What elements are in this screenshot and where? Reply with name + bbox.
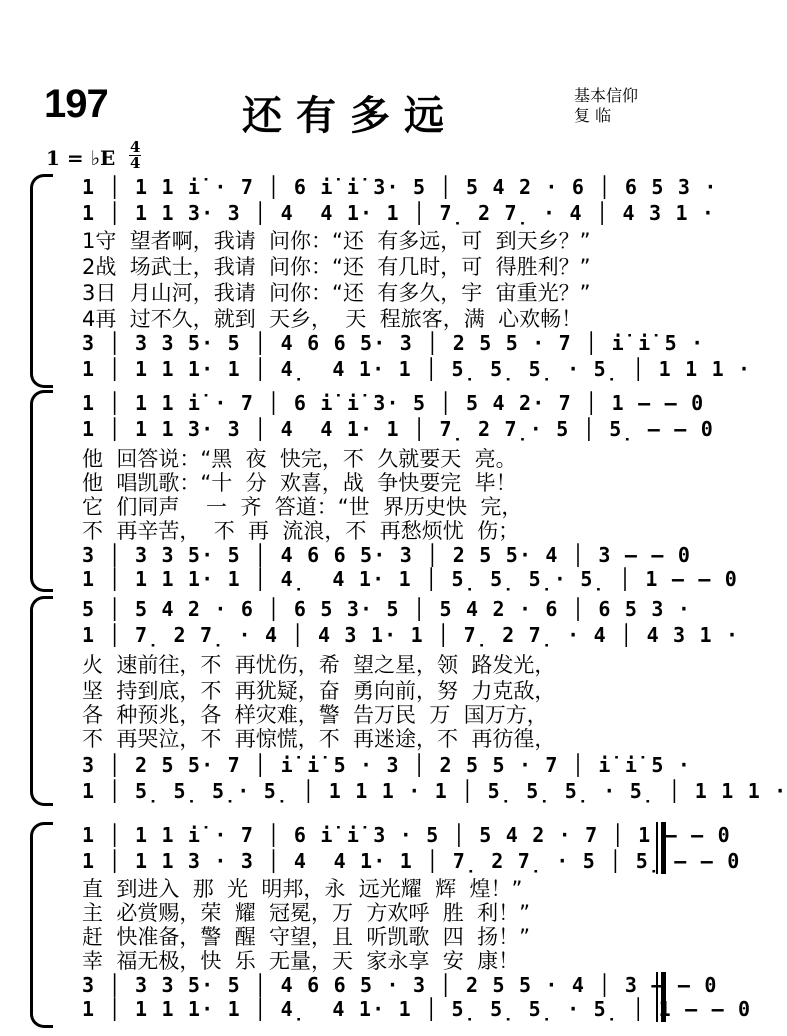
alto-line: 1 │ 1 1 3 · 3 │ 4 4 1· 1 │ 7̣ 2 7̣ · 5 │ 5̣ – – 0 xyxy=(82,849,741,873)
bass-line: 1 │ 1 1 1· 1 │ 4̣ 4 1· 1 │ 5̣ 5̣ 5̣ · 5̣ │ 1 1 1 · xyxy=(82,357,752,381)
verse-1: 火 速前往，不 再忧伤，希 望之星，领 路发光， xyxy=(82,653,556,677)
final-barline xyxy=(656,972,666,1022)
verse-2: 2战 场武士，我请 问你：“还 有几时，可 得胜利？” xyxy=(82,255,591,279)
category xyxy=(574,86,638,126)
bass-line: 1 │ 5̣ 5̣ 5̣· 5̣ │ 1 1 1 · 1 │ 5̣ 5̣ 5̣ · 5̣ │ 1 1 1 · xyxy=(82,779,787,803)
time-signature xyxy=(129,140,141,171)
category-sub: 复 临 xyxy=(574,106,612,125)
alto-line: 1 │ 1 1 3· 3 │ 4 4 1· 1 │ 7̣ 2 7̣· 5 │ 5̣ – – 0 xyxy=(82,417,714,441)
tenor-line: 3 │ 3 3 5· 5 │ 4 6 6 5· 3 │ 2 5 5· 4 │ 3 – – 0 xyxy=(82,543,692,567)
system-3 xyxy=(30,596,787,806)
key-signature: 1 = ♭E xyxy=(46,146,116,170)
system-brace xyxy=(30,174,53,388)
bass-line: 1 │ 1 1 1· 1 │ 4̣ 4 1· 1 │ 5̣ 5̣ 5̣ · 5̣ │ 1 – – 0 xyxy=(82,997,752,1021)
time-numerator: 4 xyxy=(130,138,141,156)
hymn-number: 197 xyxy=(44,82,108,126)
system-2 xyxy=(30,390,739,591)
tenor-line: 3 │ 2 5 5· 7 │ i̇ i̇ 5 · 3 │ 2 5 5 · 7 │ i̇ i̇ 5 · xyxy=(82,753,692,777)
soprano-line: 1 │ 1 1 i̇ · 7 │ 6 i̇ i̇ 3· 5 │ 5 4 2 · 6 │ 6 5 3 · xyxy=(82,175,718,199)
system-brace xyxy=(30,596,53,806)
verse-2: 主 必赏赐，荣 耀 冠冕，万 方欢呼 胜 利！” xyxy=(82,901,530,925)
tenor-line: 3 │ 3 3 5· 5 │ 4 6 6 5 · 3 │ 2 5 5 · 4 │ 3 – – 0 xyxy=(82,973,718,997)
final-barline xyxy=(656,822,666,874)
system-brace xyxy=(30,822,53,1028)
verse-4: 不 再辛苦， 不 再 流浪，不 再愁烦忧 伤； xyxy=(82,519,520,543)
verse-3: 它 们同声 一 齐 答道：“世 界历史快 完， xyxy=(82,495,523,519)
system-1 xyxy=(30,174,752,388)
system-4 xyxy=(30,822,752,1028)
time-denominator: 4 xyxy=(130,154,141,172)
verse-3: 各 种预兆，各 样灾难，警 告万民 万 国万方， xyxy=(82,703,548,727)
alto-line: 1 │ 7̣ 2 7̣ · 4 │ 4 3 1· 1 │ 7̣ 2 7̣ · 4 │ 4 3 1 · xyxy=(82,623,740,647)
verse-3: 3日 月山河，我请 问你：“还 有多久，宇 宙重光？” xyxy=(82,281,591,305)
hymn-title: 还有多远 xyxy=(242,92,458,139)
system-brace xyxy=(30,390,53,592)
soprano-line: 1 │ 1 1 i̇ · 7 │ 6 i̇ i̇ 3· 5 │ 5 4 2· 7 │ 1 – – 0 xyxy=(82,391,705,415)
verse-4: 4再 过不久，就到 天乡， 天 程旅客，满 心欢畅！ xyxy=(82,307,583,331)
alto-line: 1 │ 1 1 3· 3 │ 4 4 1· 1 │ 7̣ 2 7̣ · 4 │ 4 3 1 · xyxy=(82,201,716,225)
verse-2: 坚 持到底，不 再犹疑，奋 勇向前，努 力克敌， xyxy=(82,679,556,703)
verse-1: 他 回答说：“黑 夜 快完，不 久就要天 亮。 xyxy=(82,447,517,471)
soprano-line: 1 │ 1 1 i̇ · 7 │ 6 i̇ i̇ 3 · 5 │ 5 4 2 · 7 │ 1 – – 0 xyxy=(82,823,731,847)
category-main: 基本信仰 xyxy=(574,86,639,105)
tenor-line: 3 │ 3 3 5· 5 │ 4 6 6 5· 3 │ 2 5 5 · 7 │ i̇ i̇ 5 · xyxy=(82,331,705,355)
verse-4: 不 再哭泣，不 再惊慌，不 再迷途，不 再彷徨， xyxy=(82,727,556,751)
bass-line: 1 │ 1 1 1· 1 │ 4̣ 4 1· 1 │ 5̣ 5̣ 5̣· 5̣ │ 1 – – 0 xyxy=(82,567,739,591)
verse-1: 1守 望者啊，我请 问你：“还 有多远，可 到天乡？” xyxy=(82,229,591,253)
verse-3: 赶 快准备，警 醒 守望，且 听凯歌 四 扬！” xyxy=(82,925,530,949)
soprano-line: 5 │ 5 4 2 · 6 │ 6 5 3· 5 │ 5 4 2 · 6 │ 6 5 3 · xyxy=(82,597,692,621)
verse-4: 幸 福无极，快 乐 无量，天 家永享 安 康！ xyxy=(82,949,520,973)
verse-2: 他 唱凯歌：“十 分 欢喜，战 争快要完 毕！ xyxy=(82,471,517,495)
verse-1: 直 到进入 那 光 明邦，永 远光耀 辉 煌！” xyxy=(82,877,523,901)
